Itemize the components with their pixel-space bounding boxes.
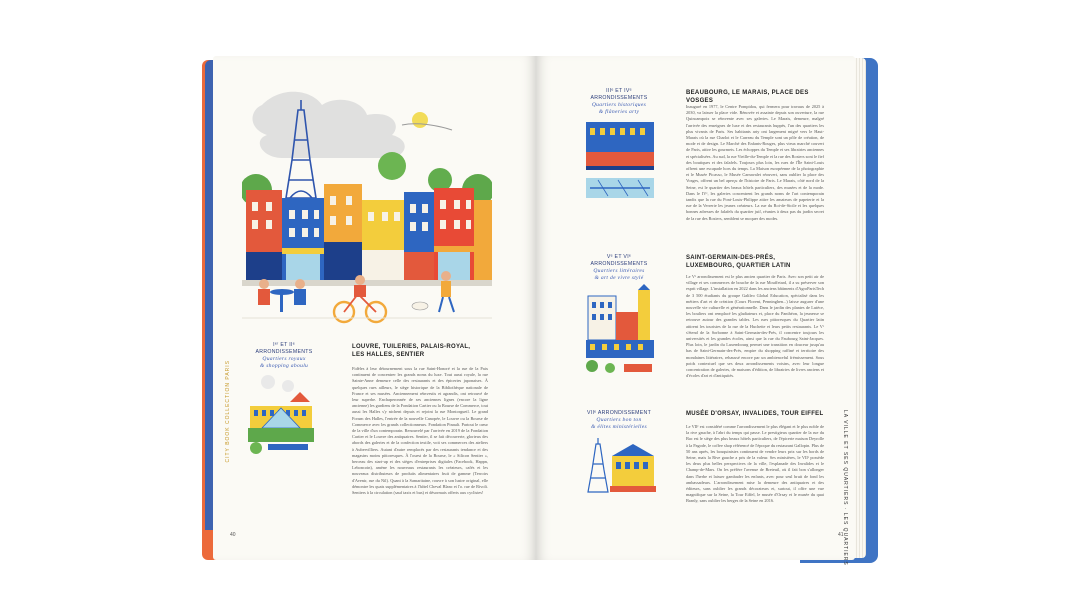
- district-label-3: [580, 410, 658, 431]
- heading-2: [686, 254, 836, 270]
- body-text-left: Fidèles à leur détournement sous la rue Saint-Honoré et la rue de la Paix continuent de concentrer les grands noms du luxe. Tout aussi royale, la rue Sainte-Anne demeure celle des restaurants et des épiceries japonaises. À quelques rues ailleurs, le siège historique de la Bibliothèque nationale de France et ses musées. Anciennement réinvestis et agrandis, ont retrouvé de leur superbe. Enchaperonnée de ses anciennes lignes (encore la ligne ancienne) les gardiens de la Fondation Cartier ou la Bourse de Commerce, tout aussi les Halles s'y nichent depuis et rejoint la rue Montorgueil. Le grand Forum des Halles, l'entrée de la nouvelle Canopée, le Louvre ou la Bourse de Commerce avec les grands collectionneurs. Fondation Pinault. Partout le cœur de la ville d'un contemporain. Renouvelé par l'arrivée en 2019 de la Fondation Cartier et le Louvre des antiquaires. Sentier, il se fait découverte, glorieux des abords des galeries et de la confection textile, voit ses commerces des ateliers à Aubervilliers. Autant d'autre remplacés par des restaurants tendance et des magasins moins pittoresques. À l'ouest de la Bourse, le « Silicon Sentier », berceau des start-up et des sièges d'entreprises digitales (Facebook, Happn, Leboncoin), amène les nouveaux restaurants les créateurs, cafés et les nouveaux distributeurs de produits alimentaires fruit de gamme (Terroirs d'Avenir, rue du Nil). Quant à la Samaritaine, rouvre à son lustre original, elle démontre les quais supplémentaires à l'hôtel Cheval Blanc et l'o. rue de Rivoli. Sentiers à la circulation (sauf taxis et bus) et désormais offerts aux cyclistes!: [352, 366, 488, 496]
- district-sub-1: Quartiers bon ton: [596, 417, 642, 423]
- heading-3-line1: MUSÉE D'ORSAY, INVALIDES, TOUR EIFFEL: [686, 411, 824, 417]
- louvre-illustration: [248, 372, 314, 458]
- heading-1: [686, 89, 836, 105]
- body-text-3: Le VIIᵉ est considéré comme l'arrondissement le plus élégant et le plus noble de la rive gauche, à l'abri du temps qui passe. Le prestigieux quartier de la rue du Bac est le siège des plus beaux hôtels particuliers, de l'épicerie maison Deyrolle à la Pagode, le coffee shop référencé de l'époque du restaurant Gallopin. Plus de 50 ans après, les bouquinistes continuent de vendre leurs prix sur les bords de Seine, mais la Rive gauche a pris de la valeur. Ses ministères, le VIIᵉ possède les deux plus belles perspectives de la ville, l'esplanade des Invalides et le Champ-de-Mars. On les préfère l'avenue de Breteuil, où il fait bon s'allonger dans l'herbe et laisser gambader les enfants, avec pour seul bruit de fond les ambassadeurs. L'arrondissement mise la demeure des antiquaires et des éditeurs, sans oublier les grands décorateurs et, surtout, il offre une vue magnifique sur la Seine, la Tour Eiffel, le musée d'Orsay et le musée du quai Branly, sans oublier les berges de la Seine en 2016.: [686, 424, 824, 504]
- district-sub-1: Quartiers royaux: [262, 356, 306, 362]
- district-sub-2: & shopping aboulu: [259, 363, 309, 369]
- heading-2-line2: LUXEMBOURG, QUARTIER LATIN: [686, 263, 791, 269]
- body-text-2: Le Vᵉ arrondissement est le plus ancien quartier de Paris. Avec son petit air de village et ses commerces de bouche de la rue Mouffetard, il a su préserver son esprit village. L'installation en 2022 dans les anciens bâtiments d'AgroParisTech de 3 500 étudiants du groupe Galileo Global Education, spécialisé dans les métiers d'art et de création (Cours Florent, Penninghen...) laisse augurer d'une nouvelle vie culturelle et générationnelle. Dans le jardin des plantes de Lutèce, les bouliers ont remplacé les gladiateurs et, place du Panthéon, la jeunesse se retrouve autour des grandes tables. Les rues pittoresques du Quartier latin attirent les touristes de la rue de la Huchette et leurs petits restaurants. Le Vᵉ s'étend de la Sorbonne à Saint-Germain-des-Prés, il concentre toujours les universités et les grandes écoles, ainsi que la rue du Faubourg Saint-Jacques. Plus loin, le jardin du Luxembourg permet une transition en douceur jusqu'au bas de Saint-Germain-des-Prés, empire du shopping raffiné et territoire des mondaines littéraires, rehaussé encore par un ambienceful frémissement. Sous poids contextuel que ses deux arrondissements voisins, avec leur longue concentration de galeries, de maisons d'édition, de librairies de livres anciens et d'écoles d'art et d'antiquités.: [686, 274, 824, 379]
- marais-illustration: [584, 118, 656, 204]
- district-sub-2: & art de vivre stylé: [594, 275, 644, 281]
- district-sub-1: Quartiers littéraires: [593, 268, 645, 274]
- heading-left-line1: LOUVRE, TUILERIES, PALAIS-ROYAL,: [352, 344, 471, 350]
- saint-germain-illustration: [584, 284, 656, 380]
- orsay-eiffel-illustration: [584, 436, 656, 498]
- district-sub-2: & flâneries arty: [598, 109, 640, 115]
- page-number-right: 41: [838, 532, 844, 538]
- heading-2-line1: SAINT-GERMAIN-DES-PRÉS,: [686, 255, 776, 261]
- district-label-text: Vᵉ ET VIᵉ ARRONDISSEMENTS: [590, 254, 648, 267]
- district-sub-2: & élites ministérielles: [591, 424, 647, 430]
- heading-left-line2: LES HALLES, SENTIER: [352, 352, 425, 358]
- district-label-text: Iᵉʳ ET IIᵉ ARRONDISSEMENTS: [255, 342, 313, 355]
- heading-1-line1: BEAUBOURG, LE MARAIS, PLACE DES VOSGES: [686, 90, 809, 104]
- district-label-2: [580, 254, 658, 282]
- body-text-1: Inauguré en 1977, le Centre Pompidou, qui fermera pour travaux de 2025 à 2030, va laisser la place vide. Rénovée et assainie depuis son ouverture, la rue Quincampoix se réinvente avec ses galeries. Le Marais, demeure, malgré l'arrivée des enseignes de luxe et des restaurants huppés, l'un des quartiers les plus vivants de Paris. Ses habitants arty ont largement migré vers le Haut-Marais où la rue Charlot et le Carreau du Temple sont un pôle de création, de mode et de design. Le Marché des Enfants-Rouges, plus vieux marché couvert de Paris, attire les gourmets. Les échoppes du Temple et ses librairies anciennes et spécialisées. Au sud, la rue Vieille-du-Temple et la rue des Rosiers sont le fief des boutiques et des falafels. Toujours plus loin, les rues de l'Île Saint-Louis offrent une escapade hors du temps. La Maison européenne de la photographie et le Musée Picasso, le Musée Carnavalet réouvert, sans oublier la place des Vosges, offrent un bel aperçu de l'histoire de Paris. Le Marais, côté nord de la Seine, est le quartier des beaux hôtels particuliers, des musées et de la mode. Dans le IVᵉ, les galeries concentrent les grands noms de l'art contemporain tandis que la rue du Pont-Louis-Philippe attire les amateurs de papeterie et la rue de la Verrerie les jeunes créateurs. La rue du Roi-de-Sicile et les quelques bonnes adresses de falafels du quartier juif, réunies à deux pas du jardin secret de la rue des Rosiers, semblent se moquer des modes.: [686, 104, 824, 221]
- district-label-text: VIIᵉ ARRONDISSEMENT: [586, 410, 652, 416]
- heading-left: [352, 343, 482, 359]
- heading-3: [686, 410, 836, 418]
- paris-street-illustration: [242, 80, 492, 330]
- spine-label-left: CITY BOOK COLLECTION PARIS: [225, 360, 231, 463]
- district-sub-1: Quartiers historiques: [591, 102, 647, 108]
- spine-label-right: LA VILLE ET SES QUARTIERS · LES QUARTIERS: [842, 410, 848, 566]
- district-label-1: [580, 88, 658, 116]
- district-label-text: IIIᵉ ET IVᵉ ARRONDISSEMENTS: [590, 88, 648, 101]
- page-number-left: 40: [230, 532, 236, 538]
- district-label-left: [248, 342, 320, 370]
